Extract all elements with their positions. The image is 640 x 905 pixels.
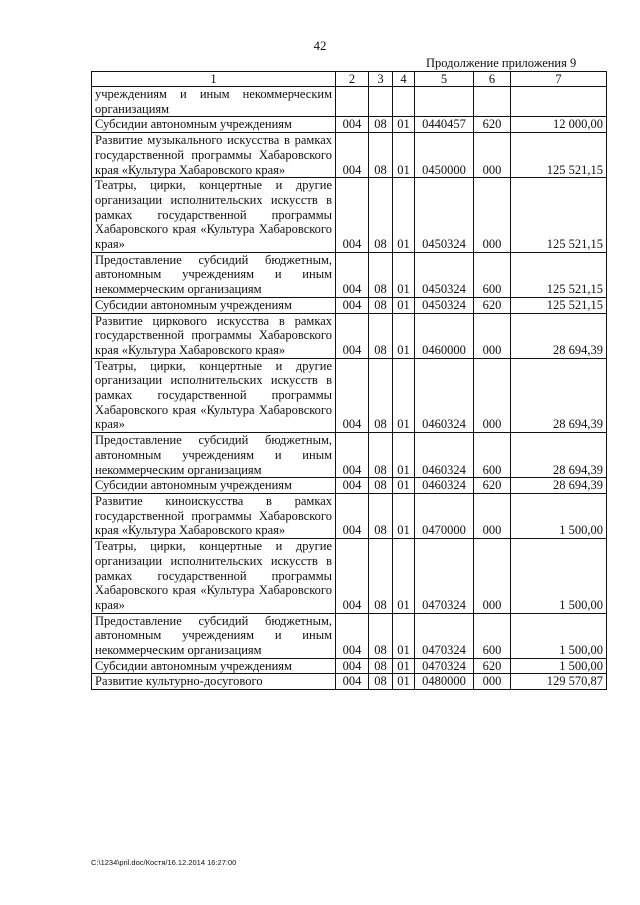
table-row — [92, 117, 607, 133]
cell-target-article-code: 0450324 — [415, 252, 474, 297]
cell-amount: 28 694,39 — [511, 313, 607, 358]
table-row — [92, 613, 607, 658]
cell-subsection-code: 01 — [393, 433, 415, 478]
cell-amount: 125 521,15 — [511, 178, 607, 253]
cell-subsection-code: 01 — [393, 252, 415, 297]
cell-item-name: Субсидии автономным учреждениям — [92, 297, 336, 313]
cell-section-code: 08 — [369, 178, 393, 253]
column-header-6: 6 — [474, 72, 511, 87]
cell-admin-code — [336, 87, 369, 117]
cell-item-name: Субсидии автономным учреждениям — [92, 117, 336, 133]
cell-section-code — [369, 87, 393, 117]
cell-expense-type-code: 620 — [474, 658, 511, 674]
cell-admin-code: 004 — [336, 313, 369, 358]
cell-subsection-code: 01 — [393, 478, 415, 494]
cell-item-name: Развитие культурно-досугового — [92, 674, 336, 690]
cell-subsection-code: 01 — [393, 613, 415, 658]
cell-admin-code: 004 — [336, 117, 369, 133]
cell-amount: 125 521,15 — [511, 252, 607, 297]
cell-amount: 28 694,39 — [511, 478, 607, 494]
cell-item-name: Театры, цирки, концертные и другие организации исполнительских искусств в рамках государственной программы Хабаровского края «Культура Хабаровского края» — [92, 178, 336, 253]
cell-section-code: 08 — [369, 313, 393, 358]
page-number: 42 — [313, 38, 327, 53]
cell-section-code: 08 — [369, 493, 393, 538]
cell-expense-type-code: 620 — [474, 117, 511, 133]
cell-expense-type-code: 600 — [474, 433, 511, 478]
cell-admin-code: 004 — [336, 433, 369, 478]
cell-expense-type-code: 600 — [474, 252, 511, 297]
cell-admin-code: 004 — [336, 493, 369, 538]
cell-admin-code: 004 — [336, 658, 369, 674]
cell-expense-type-code — [474, 87, 511, 117]
table-row — [92, 539, 607, 614]
cell-item-name: Предоставление субсидий бюджетным, автономным учреждениям и иным некоммерческим организациям — [92, 433, 336, 478]
cell-expense-type-code: 000 — [474, 313, 511, 358]
cell-admin-code: 004 — [336, 478, 369, 494]
cell-section-code: 08 — [369, 478, 393, 494]
cell-item-name: Субсидии автономным учреждениям — [92, 478, 336, 494]
column-header-4: 4 — [393, 72, 415, 87]
cell-item-name: Развитие музыкального искусства в рамках государственной программы Хабаровского края «Культура Хабаровского края» — [92, 133, 336, 178]
cell-subsection-code: 01 — [393, 297, 415, 313]
column-header-5: 5 — [415, 72, 474, 87]
cell-target-article-code: 0440457 — [415, 117, 474, 133]
cell-subsection-code: 01 — [393, 117, 415, 133]
cell-target-article-code: 0460324 — [415, 358, 474, 433]
cell-section-code: 08 — [369, 539, 393, 614]
cell-section-code: 08 — [369, 613, 393, 658]
cell-target-article-code: 0470324 — [415, 539, 474, 614]
cell-section-code: 08 — [369, 133, 393, 178]
cell-target-article-code: 0460324 — [415, 478, 474, 494]
table-row — [92, 674, 607, 690]
cell-target-article-code: 0470000 — [415, 493, 474, 538]
cell-section-code: 08 — [369, 358, 393, 433]
cell-expense-type-code: 000 — [474, 674, 511, 690]
cell-subsection-code: 01 — [393, 313, 415, 358]
table-row — [92, 658, 607, 674]
cell-subsection-code: 01 — [393, 358, 415, 433]
cell-admin-code: 004 — [336, 358, 369, 433]
column-header-7: 7 — [511, 72, 607, 87]
cell-target-article-code: 0450324 — [415, 178, 474, 253]
cell-item-name: Театры, цирки, концертные и другие организации исполнительских искусств в рамках государственной программы Хабаровского края «Культура Хабаровского края» — [92, 539, 336, 614]
cell-subsection-code: 01 — [393, 133, 415, 178]
cell-section-code: 08 — [369, 433, 393, 478]
table-row — [92, 493, 607, 538]
cell-item-name: Субсидии автономным учреждениям — [92, 658, 336, 674]
cell-section-code: 08 — [369, 252, 393, 297]
cell-amount: 28 694,39 — [511, 433, 607, 478]
cell-item-name: Развитие киноискусства в рамках государственной программы Хабаровского края «Культура Хабаровского края» — [92, 493, 336, 538]
cell-item-name: учреждениям и иным некоммерческим организациям — [92, 87, 336, 117]
cell-subsection-code: 01 — [393, 539, 415, 614]
cell-subsection-code: 01 — [393, 658, 415, 674]
cell-subsection-code: 01 — [393, 178, 415, 253]
cell-section-code: 08 — [369, 674, 393, 690]
cell-subsection-code: 01 — [393, 493, 415, 538]
cell-target-article-code: 0450324 — [415, 297, 474, 313]
table-row — [92, 178, 607, 253]
cell-expense-type-code: 000 — [474, 133, 511, 178]
cell-item-name: Предоставление субсидий бюджетным, автономным учреждениям и иным некоммерческим организациям — [92, 252, 336, 297]
cell-admin-code: 004 — [336, 539, 369, 614]
cell-expense-type-code: 000 — [474, 539, 511, 614]
cell-admin-code: 004 — [336, 297, 369, 313]
cell-target-article-code: 0450000 — [415, 133, 474, 178]
cell-amount: 1 500,00 — [511, 658, 607, 674]
cell-target-article-code: 0470324 — [415, 613, 474, 658]
cell-subsection-code: 01 — [393, 674, 415, 690]
table-header-row — [92, 72, 607, 87]
column-header-2: 2 — [336, 72, 369, 87]
table-row — [92, 87, 607, 117]
cell-expense-type-code: 000 — [474, 493, 511, 538]
cell-target-article-code: 0470324 — [415, 658, 474, 674]
table-row — [92, 313, 607, 358]
table-row — [92, 133, 607, 178]
cell-subsection-code — [393, 87, 415, 117]
table-body — [92, 87, 607, 690]
cell-expense-type-code: 620 — [474, 297, 511, 313]
cell-admin-code: 004 — [336, 133, 369, 178]
cell-amount — [511, 87, 607, 117]
cell-amount: 129 570,87 — [511, 674, 607, 690]
cell-amount: 12 000,00 — [511, 117, 607, 133]
cell-item-name: Развитие циркового искусства в рамках государственной программы Хабаровского края «Культура Хабаровского края» — [92, 313, 336, 358]
table-row — [92, 297, 607, 313]
table-row — [92, 478, 607, 494]
cell-target-article-code: 0460324 — [415, 433, 474, 478]
cell-amount: 1 500,00 — [511, 493, 607, 538]
cell-amount: 125 521,15 — [511, 297, 607, 313]
cell-admin-code: 004 — [336, 178, 369, 253]
cell-expense-type-code: 600 — [474, 613, 511, 658]
cell-section-code: 08 — [369, 658, 393, 674]
table-row — [92, 433, 607, 478]
file-path-footer: C:\1234\pril.doc/Костя/16.12.2014 16:27:00 — [91, 858, 237, 867]
cell-section-code: 08 — [369, 117, 393, 133]
cell-expense-type-code: 620 — [474, 478, 511, 494]
cell-target-article-code: 0480000 — [415, 674, 474, 690]
budget-table — [91, 71, 607, 690]
cell-amount: 125 521,15 — [511, 133, 607, 178]
cell-expense-type-code: 000 — [474, 358, 511, 433]
cell-item-name: Предоставление субсидий бюджетным, автономным учреждениям и иным некоммерческим организациям — [92, 613, 336, 658]
cell-target-article-code — [415, 87, 474, 117]
column-header-3: 3 — [369, 72, 393, 87]
cell-admin-code: 004 — [336, 252, 369, 297]
cell-item-name: Театры, цирки, концертные и другие организации исполнительских искусств в рамках государственной программы Хабаровского края «Культура Хабаровского края» — [92, 358, 336, 433]
column-header-1: 1 — [92, 72, 336, 87]
cell-amount: 28 694,39 — [511, 358, 607, 433]
cell-admin-code: 004 — [336, 674, 369, 690]
table-row — [92, 358, 607, 433]
cell-amount: 1 500,00 — [511, 613, 607, 658]
cell-admin-code: 004 — [336, 613, 369, 658]
cell-section-code: 08 — [369, 297, 393, 313]
appendix-continuation-label: Продолжение приложения 9 — [426, 56, 577, 70]
table-row — [92, 252, 607, 297]
cell-target-article-code: 0460000 — [415, 313, 474, 358]
cell-expense-type-code: 000 — [474, 178, 511, 253]
cell-amount: 1 500,00 — [511, 539, 607, 614]
